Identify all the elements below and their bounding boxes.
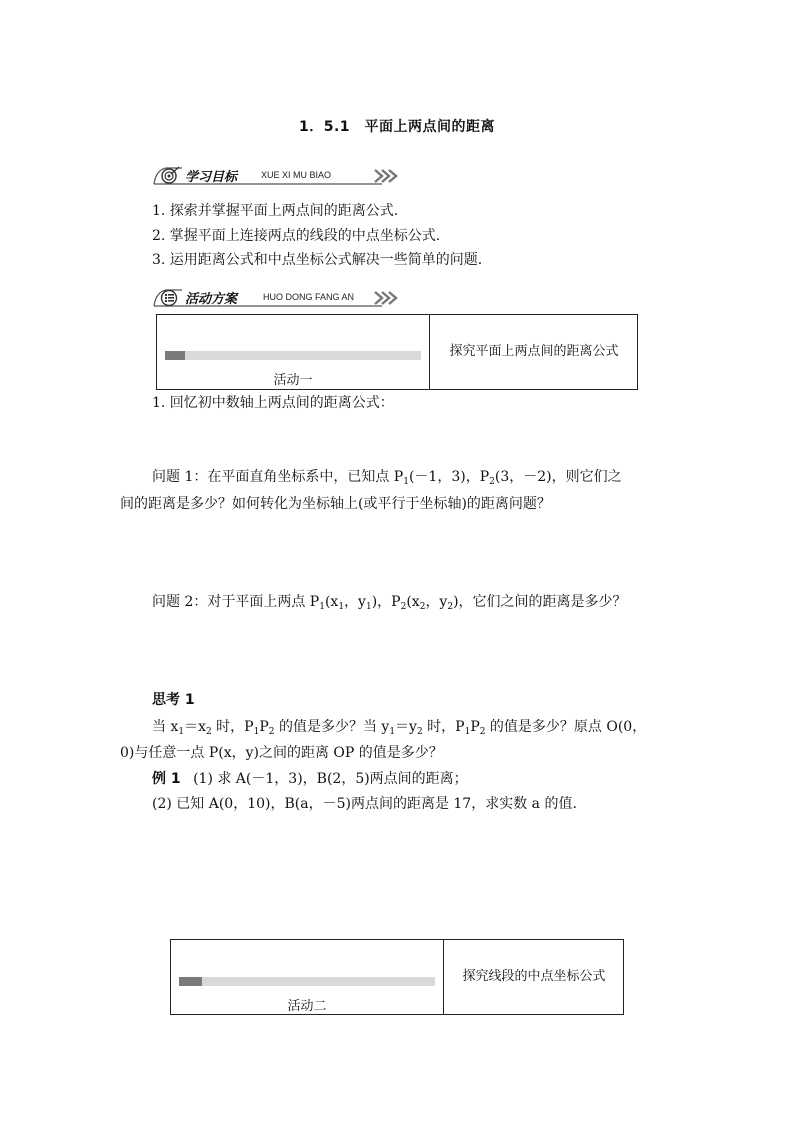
example-1-part-1	[152, 769, 468, 789]
activity-one-table	[156, 314, 638, 390]
think-heading: 思考 1	[152, 692, 195, 708]
activity-one-progress-fill	[165, 351, 185, 360]
activity-one-topic: 探究平面上两点间的距离公式	[449, 344, 619, 359]
think-sub: 1	[389, 727, 396, 737]
learning-goals-title: 学习目标	[185, 170, 238, 185]
q2-text: ，y	[425, 594, 448, 610]
q2-text: (x	[324, 594, 339, 610]
think-sub: 2	[268, 727, 275, 737]
activity-two-label: 活动二	[287, 999, 327, 1014]
question-2	[152, 592, 627, 612]
think-sub: 1	[464, 727, 471, 737]
think-text: 的值是多少？原点 O(0，	[485, 719, 647, 735]
activity-plan-banner	[152, 286, 404, 308]
think-text: 时，P	[422, 719, 465, 735]
activity-plan-title: 活动方案	[185, 292, 238, 307]
activity-two-progress-fill	[179, 977, 202, 986]
goal-item: 3. 运用距离公式和中点坐标公式解决一些简单的问题.	[152, 252, 483, 268]
activity-two-topic-cell	[444, 940, 624, 1014]
q2-sub: 1	[365, 602, 372, 612]
activity-one-header-cell	[157, 315, 430, 389]
q1-sub: 2	[489, 477, 495, 487]
think-line-1	[152, 717, 646, 737]
page-title: 1．5.1 平面上两点间的距离	[298, 119, 496, 135]
activity-two-topic: 探究线段的中点坐标公式	[462, 969, 606, 984]
learning-goals-banner	[152, 164, 404, 186]
q1-sub: 1	[403, 477, 409, 487]
think-text: 时，P	[211, 719, 254, 735]
q2-sub: 2	[419, 602, 426, 612]
think-sub: 2	[479, 727, 486, 737]
activity-plan-pinyin: HUO DONG FANG AN	[263, 292, 355, 302]
activity-one-progress-track	[165, 351, 421, 360]
q2-sub: 2	[400, 602, 407, 612]
learning-goals-pinyin: XUE XI MU BIAO	[261, 170, 332, 180]
question-1-line-1	[152, 467, 622, 487]
think-sub: 2	[416, 727, 423, 737]
q2-sub: 2	[447, 602, 454, 612]
think-text: ＝x	[184, 719, 206, 735]
activity-two-table	[170, 939, 624, 1015]
question-1-line-2: 间的距离是多少？如何转化为坐标轴上(或平行于坐标轴)的距离问题？	[120, 496, 551, 512]
think-sub: 1	[253, 727, 260, 737]
think-text: ＝y	[395, 719, 417, 735]
q2-sub: 1	[338, 602, 345, 612]
goal-item: 2. 掌握平面上连接两点的线段的中点坐标公式.	[152, 228, 441, 244]
think-text: P	[470, 719, 480, 735]
think-sub: 2	[206, 727, 212, 737]
activity-two-header-cell	[171, 940, 444, 1014]
q2-text: (x	[406, 594, 420, 610]
q1-text-b: (－1，3)，P	[408, 469, 490, 485]
example-1-question-1: (1) 求 A(－1，3)，B(2，5)两点间的距离；	[193, 771, 468, 787]
q1-text-c: (3，－2)，则它们之	[494, 469, 622, 485]
recall-prompt: 1. 回忆初中数轴上两点间的距离公式：	[152, 395, 394, 411]
q2-sub: 1	[319, 602, 325, 612]
q2-text: ，y	[344, 594, 366, 610]
think-text: 当 x	[152, 719, 179, 735]
q2-text: 问题 2：对于平面上两点 P	[152, 594, 320, 610]
activity-two-progress-track	[179, 977, 435, 986]
goal-item: 1. 探索并掌握平面上两点间的距离公式.	[152, 203, 399, 219]
activity-one-label: 活动一	[273, 373, 313, 388]
example-1-part-2: (2) 已知 A(0，10)，B(a，－5)两点间的距离是 17，求实数 a 的值.	[152, 796, 577, 812]
think-text: P	[259, 719, 269, 735]
activity-one-topic-cell	[430, 315, 638, 389]
example-label: 例 1	[152, 771, 181, 787]
think-line-2: 0)与任意一点 P(x，y)之间的距离 OP 的值是多少？	[120, 745, 443, 761]
q2-text: )，它们之间的距离是多少？	[453, 594, 627, 610]
think-text: 的值是多少？当 y	[274, 719, 390, 735]
think-sub: 1	[178, 727, 185, 737]
q1-text-a: 问题 1：在平面直角坐标系中，已知点 P	[152, 469, 404, 485]
q2-text: )，P	[371, 594, 401, 610]
